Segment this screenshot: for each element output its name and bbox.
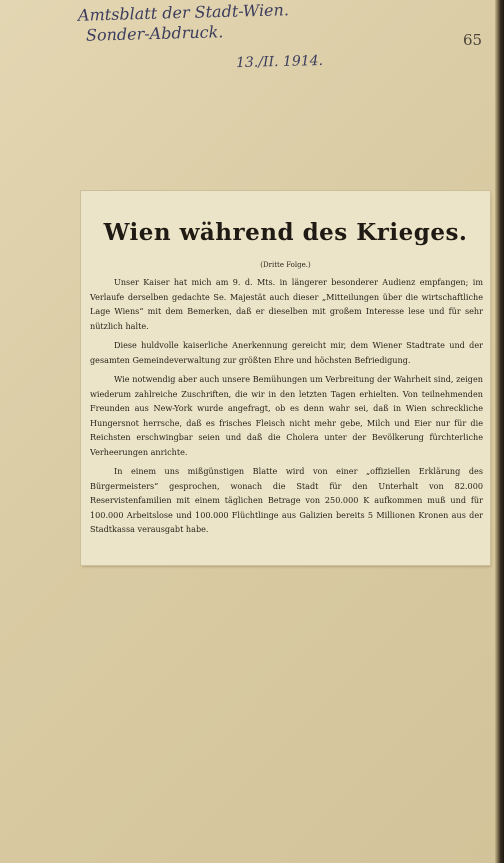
paragraph: In einem uns mißgünstigen Blatte wird von einer „offiziellen Erklärung des Bürgermeisters“ gesprochen, wonach die Stadt für den Unterhalt von 82.000 Reservistenfamilien mit einem täglichen Betrage von 250.000 K aufkommen muß und für 100.000 Arbeitslose und 100.000 Flüchtlinge aus Galizien bereits 5 Millionen Kronen aus der Stadtkassa verausgabt habe. (90, 466, 483, 534)
page-number: 65 (463, 31, 483, 49)
newspaper-clipping (81, 191, 490, 565)
paragraph: Unser Kaiser hat mich am 9. d. Mts. in längerer besonderer Audienz empfangen; im Verlaufe derselben gedachte Se. Majestät auch dieser „Mitteilungen über die wirtschaftliche Lage Wiens“ mit dem Bemerken, daß er dieselben mit großem Interesse lese und für sehr nützlich halte. (90, 277, 483, 331)
page-edge (495, 0, 504, 863)
handwritten-source-note: Amtsblatt der Stadt-Wien. (77, 0, 290, 25)
handwritten-date: 13./II. 1914. (235, 52, 324, 72)
clipping-body (90, 275, 483, 542)
paragraph: Wie notwendig aber auch unsere Bemühungen um Verbreitung der Wahrheit sind, zeigen wiederum zahlreiche Zuschriften, die wir in den letzten Tagen erhielten. Von teilnehmenden Freunden aus New-York wurde angefragt, ob es denn wahr sei, daß in Wien schreckliche Hungersnot herrsche, daß es frisches Fleisch nicht mehr gebe, Milch und Eier nur für die Reichsten erschwingbar seien und daß die Cholera unter der Bevölkerung fürchterliche Verheerungen anrichte. (90, 374, 483, 457)
clipping-title: Wien während des Krieges. (103, 219, 468, 246)
clipping-subtitle: (Dritte Folge.) (260, 261, 311, 269)
handwritten-reprint-note: Sonder-Abdruck. (85, 22, 224, 45)
paragraph: Diese huldvolle kaiserliche Anerkennung gereicht mir, dem Wiener Stadtrate und der gesamten Gemeindeverwaltung zur größten Ehre und höchsten Befriedigung. (90, 340, 483, 365)
